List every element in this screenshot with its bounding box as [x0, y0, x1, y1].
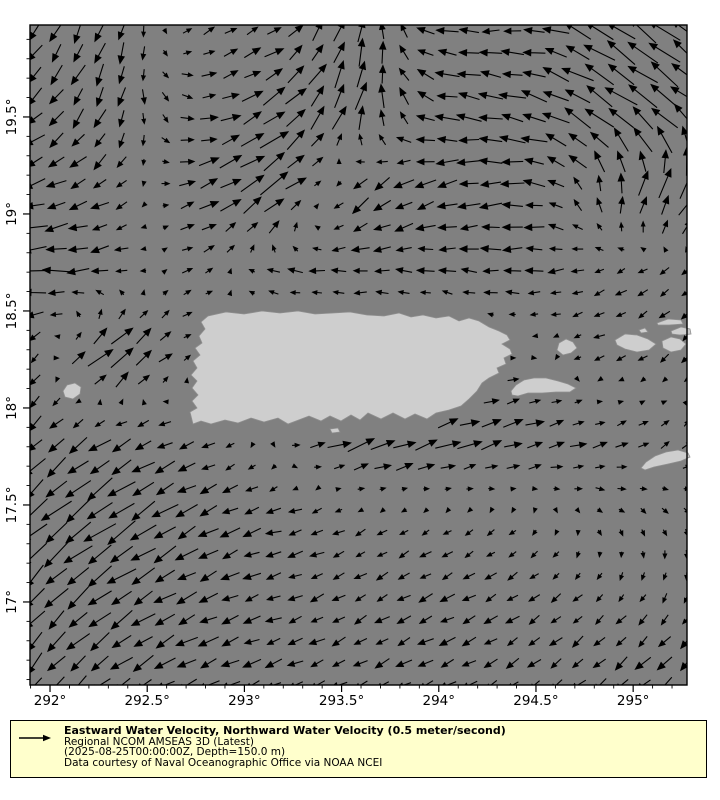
- x-tick-label: 294.5°: [513, 693, 559, 709]
- x-tick-label: 292°: [33, 693, 67, 709]
- y-tick-label: 17.5°: [4, 486, 20, 524]
- y-tick-label: 18°: [4, 395, 20, 420]
- x-tick-label: 293°: [228, 693, 261, 709]
- legend-title: Eastward Water Velocity, Northward Water Velocity (0.5 meter/second): [64, 724, 506, 737]
- y-tick-label: 18.5°: [4, 292, 20, 330]
- legend-box: [10, 720, 707, 778]
- island-caja-de-muertos: [330, 428, 340, 433]
- legend-line-dataset: Regional NCOM AMSEAS 3D (Latest): [64, 735, 254, 748]
- x-tick-label: 294°: [422, 693, 456, 709]
- x-tick-label: 292.5°: [124, 693, 170, 709]
- legend-line-time-depth: (2025-08-25T00:00:00Z, Depth=150.0 m): [64, 746, 286, 759]
- legend-reference-arrow-icon: [11, 721, 64, 747]
- x-tick-label: 293.5°: [318, 693, 365, 709]
- y-tick-label: 17°: [4, 589, 20, 614]
- legend-line-credit: Data courtesy of Naval Oceanographic Office via NOAA NCEI: [64, 757, 383, 770]
- y-tick-label: 19°: [4, 201, 20, 226]
- legend-text: [64, 721, 506, 769]
- y-tick-label: 19.5°: [4, 98, 20, 136]
- x-tick-label: 295°: [616, 693, 650, 709]
